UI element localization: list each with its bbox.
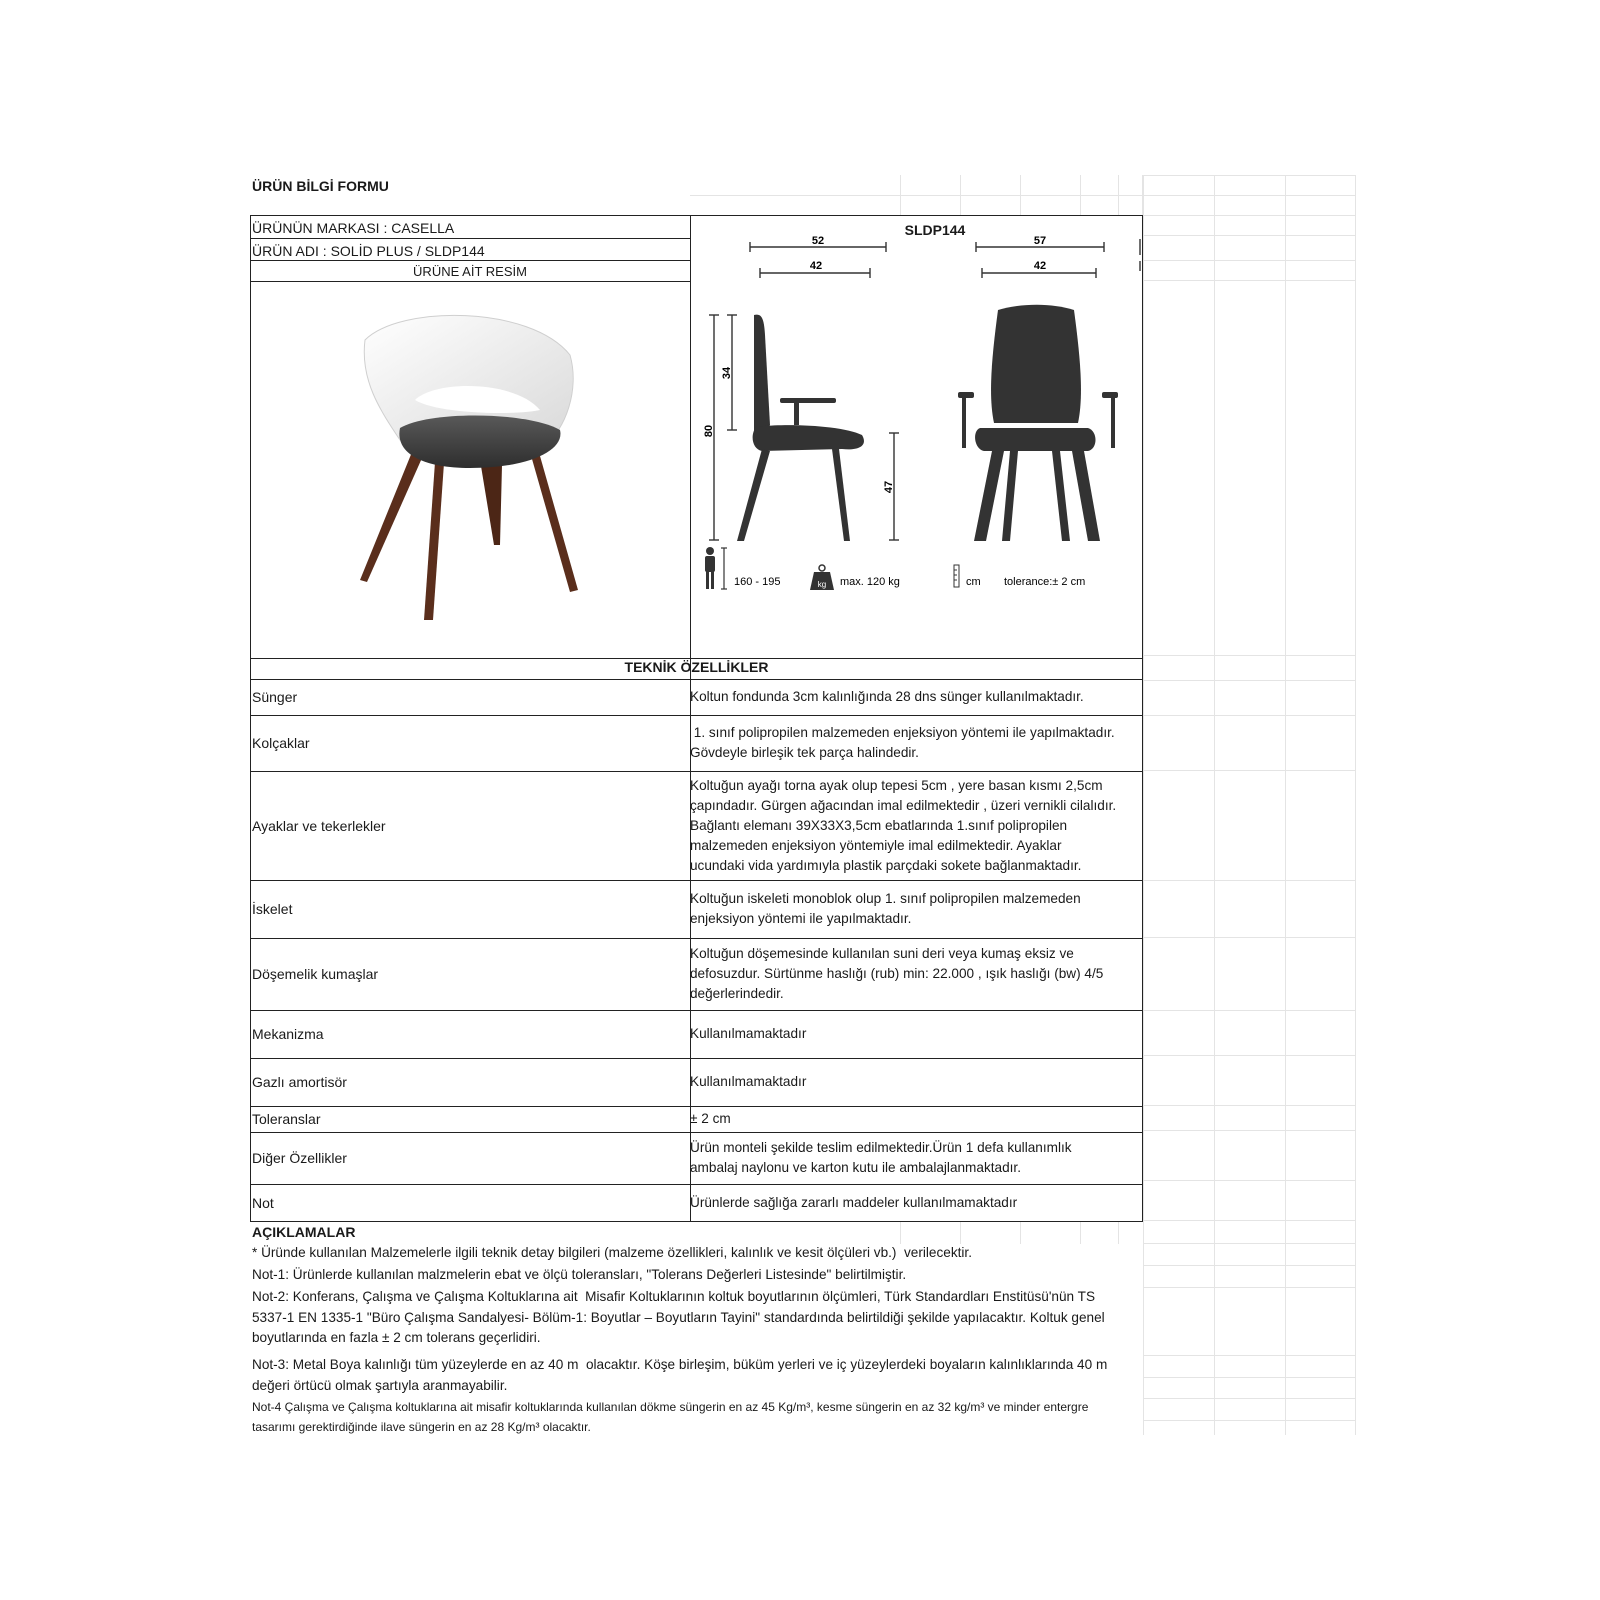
row-line (250, 1132, 1143, 1133)
model-code: SLDP144 (904, 222, 966, 238)
note-line: tasarımı gerektirdiğinde ilave süngerin en az 28 Kg/m³ olacaktır. (252, 1420, 591, 1434)
max-weight: max. 120 kg (840, 576, 900, 588)
product-name-line: ÜRÜN ADI : SOLİD PLUS / SLDP144 (252, 243, 485, 259)
spec-label: Diğer Özellikler (252, 1150, 347, 1166)
spec-label: Not (252, 1195, 274, 1211)
note-item (252, 1355, 1142, 1396)
note-item (252, 1243, 1142, 1264)
dim-back-height: 34 (721, 366, 733, 380)
technical-title: TEKNİK ÖZELLİKLER (624, 659, 769, 675)
sheet-grid-right (1143, 175, 1356, 1435)
note-line: değeri örtücü olmak şartıyla aranmayabilir. (252, 1377, 508, 1393)
row-line (250, 1184, 1143, 1185)
row-line (250, 715, 1143, 716)
front-view-chair (958, 305, 1118, 541)
row-line (250, 938, 1143, 939)
spec-value-line: Kullanılmamaktadır (690, 1026, 807, 1041)
spec-value-line: Koltuğun ayağı torna ayak olup tepesi 5cm , yere basan kısmı 2,5cm (690, 777, 1103, 793)
technical-drawing (692, 235, 1142, 615)
note-line: * Üründe kullanılan Malzemelerle ilgili teknik detay bilgileri (malzeme özellikleri, kalınlık ve kesit ölçüleri vb.) verilecektir. (252, 1245, 972, 1260)
spec-value-line: çapındadır. Gürgen ağacından imal edilmektedir , üzeri vernikli cilalıdır. (690, 797, 1117, 813)
spec-value (690, 889, 1140, 929)
row-line (250, 238, 690, 239)
spec-label: Mekanizma (252, 1026, 324, 1042)
note-item (252, 1265, 1142, 1286)
chair-leg (424, 462, 444, 620)
note-item (252, 1287, 1142, 1349)
side-view-chair (737, 315, 864, 541)
spec-value (690, 687, 1140, 707)
spec-value-line: malzemeden enjeksiyon yöntemiyle imal edilmektedir. Ayaklar (690, 837, 1062, 853)
chair-leg (530, 452, 578, 592)
spec-label: Sünger (252, 689, 298, 705)
row-line (250, 679, 1143, 680)
chair-leg (360, 452, 422, 582)
ruler-icon (954, 565, 959, 587)
sheet-grid-bottom (690, 1222, 1143, 1244)
spec-value (690, 944, 1140, 1004)
chair-leg (480, 460, 502, 545)
spec-value (690, 776, 1140, 876)
notes-title: AÇIKLAMALAR (252, 1224, 356, 1240)
spec-value (690, 723, 1140, 763)
spec-value-line: Ürün monteli şekilde teslim edilmektedir.Ürün 1 defa kullanımlık (690, 1140, 1072, 1155)
spec-value (690, 1072, 1140, 1092)
spec-value-line: Koltuğun iskeleti monoblok olup 1. sınıf polipropilen malzemeden (690, 891, 1081, 906)
row-line (250, 880, 1143, 881)
spec-value (690, 1109, 1140, 1129)
spec-value-line: defosuzdur. Sürtünme haslığı (rub) min: 22.000 , ışık haslığı (bw) 4/5 (690, 966, 1104, 981)
spec-value (690, 1138, 1140, 1178)
dim-front-seat-width: 42 (1033, 260, 1047, 272)
spec-value (690, 1193, 1140, 1213)
spec-value-line: 1. sınıf polipropilen malzemeden enjeksiyon yöntemi ile yapılmaktadır. (690, 725, 1115, 740)
dim-front-width: 57 (1033, 235, 1047, 247)
dim-total-height: 80 (703, 424, 715, 438)
unit-label: cm (966, 576, 981, 588)
product-photo (340, 300, 600, 630)
spec-label: Ayaklar ve tekerlekler (252, 817, 386, 834)
spec-value-line: Bağlantı elemanı 39X33X3,5cm ebatlarında 1.sınıf polipropilen (690, 817, 1068, 833)
spec-value-line: Koltuğun döşemesinde kullanılan suni deri veya kumaş eksiz ve (690, 946, 1074, 961)
spec-label: Toleranslar (252, 1111, 321, 1127)
spec-value (690, 1024, 1140, 1044)
picture-label: ÜRÜNE AİT RESİM (413, 264, 527, 279)
brand-line: ÜRÜNÜN MARKASI : CASELLA (252, 220, 455, 236)
spec-value-line: ambalaj naylonu ve karton kutu ile ambalajlanmaktadır. (690, 1160, 1021, 1175)
row-line (250, 1106, 1143, 1107)
user-height-range: 160 - 195 (734, 576, 781, 588)
spec-value-line: enjeksiyon yöntemi ile yapılmaktadır. (690, 911, 912, 926)
form-title: ÜRÜN BİLGİ FORMU (252, 178, 389, 194)
column-divider (690, 215, 691, 1222)
row-line (250, 771, 1143, 772)
spec-value-line: Gövdeyle birleşik tek parça halindedir. (690, 745, 919, 760)
sheet-grid-top (690, 175, 1143, 215)
note-line: Not-1: Ürünlerde kullanılan malzmelerin ebat ve ölçü toleransları, "Tolerans Değerleri Listesinde" belirtilmiştir. (252, 1267, 907, 1282)
row-line (250, 1058, 1143, 1059)
row-line (250, 1010, 1143, 1011)
spec-label: Kolçaklar (252, 735, 310, 751)
kg-badge: kg (817, 580, 827, 589)
note-line: 5337-1 EN 1335-1 "Büro Çalışma Sandalyesi- Bölüm-1: Boyutlar – Boyutların Tayini" standardında belirtildiği şekilde yapılacaktır. Koltuk genel (252, 1309, 1105, 1325)
note-line: boyutlarında en fazla ± 2 cm tolerans geçerlidiri. (252, 1330, 541, 1345)
dim-side-width: 52 (811, 235, 825, 247)
person-icon (705, 547, 727, 589)
note-line: Not-4 Çalışma ve Çalışma koltuklarına ait misafir koltuklarında kullanılan dökme süngerin en az 45 Kg/m³, kesme süngerin en az 32 kg/m³ ve minder entergre (252, 1400, 1089, 1414)
note-line: Not-2: Konferans, Çalışma ve Çalışma Koltuklarına ait Misafir Koltuklarının koltuk boyutlarının ölçümleri, Türk Standardları Enstitüsü'nün TS (252, 1289, 1096, 1304)
note-item (252, 1397, 1142, 1437)
spec-label: Gazlı amortisör (252, 1074, 347, 1090)
dim-side-seat-width: 42 (809, 260, 823, 272)
note-line: Not-3: Metal Boya kalınlığı tüm yüzeylerde en az 40 m olacaktır. Köşe birleşim, büküm yerleri ve iç yüzeylerdeki boyaların kalınlıklarında 40 m (252, 1357, 1108, 1372)
spec-value-line: Ürünlerde sağlığa zararlı maddeler kullanılmamaktadır (690, 1195, 1018, 1210)
spec-value-line: değerlerindedir. (690, 986, 784, 1001)
tolerance-label: tolerance:± 2 cm (1004, 576, 1086, 588)
spec-value-line: Koltun fondunda 3cm kalınlığında 28 dns sünger kullanılmaktadır. (690, 689, 1084, 704)
spec-label: İskelet (252, 901, 293, 917)
spec-value-line: ucundaki vida yardımıyla plastik parçdaki sokete bağlanmaktadır. (690, 857, 1082, 873)
spec-value-line: ± 2 cm (690, 1111, 731, 1126)
dim-seat-height: 47 (883, 480, 895, 494)
spec-value-line: Kullanılmamaktadır (690, 1074, 807, 1089)
spec-label: Döşemelik kumaşlar (252, 966, 379, 982)
